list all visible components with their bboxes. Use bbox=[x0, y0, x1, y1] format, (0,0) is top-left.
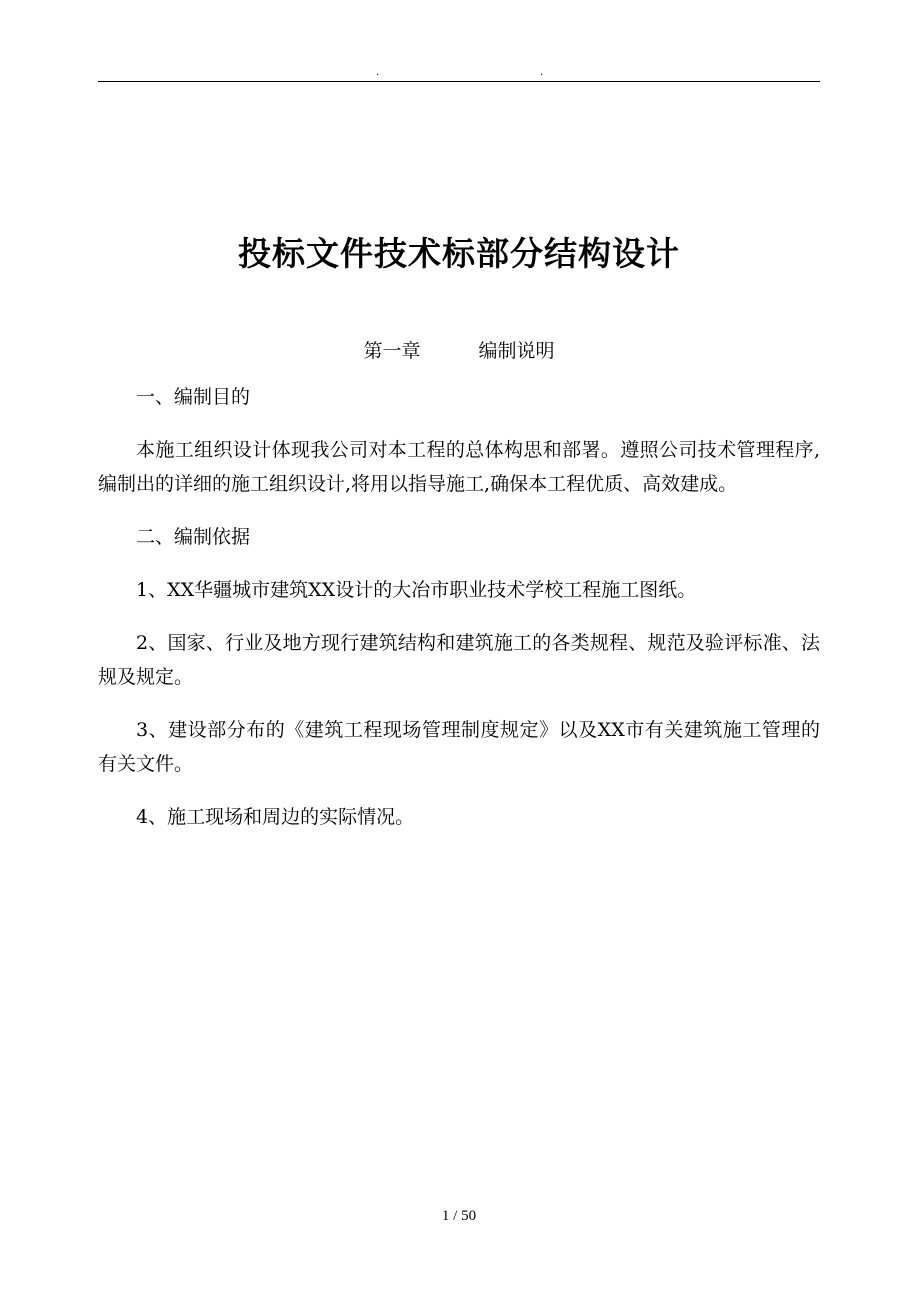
page-header bbox=[98, 66, 820, 80]
basis-item: 1、XX华疆城市建筑XX设计的大冶市职业技术学校工程施工图纸。 bbox=[136, 579, 697, 601]
basis-item: 4、施工现场和周边的实际情况。 bbox=[136, 806, 415, 828]
document-body bbox=[98, 380, 820, 853]
chapter-name: 编制说明 bbox=[478, 340, 555, 362]
paragraph-purpose: 本施工组织设计体现我公司对本工程的总体构思和部署。遵照公司技术管理程序,编制出的详细的施工组织设计,将用以指导施工,确保本工程优质、高效建成。 bbox=[98, 439, 820, 495]
header-dot-left: . bbox=[376, 67, 380, 78]
header-dot-right: . bbox=[540, 67, 544, 78]
document-title: 投标文件技术标部分结构设计 bbox=[238, 234, 680, 273]
basis-item: 3、建设部分布的《建筑工程现场管理制度规定》以及XX市有关建筑施工管理的有关文件。 bbox=[98, 719, 820, 775]
page-number: 1 / 50 bbox=[441, 1208, 477, 1224]
chapter-number: 第一章 bbox=[363, 340, 421, 362]
chapter-heading bbox=[98, 336, 820, 366]
basis-item: 2、国家、行业及地方现行建筑结构和建筑施工的各类规程、规范及验评标准、法规及规定。 bbox=[98, 632, 820, 688]
section-heading-basis: 二、编制依据 bbox=[136, 526, 251, 548]
header-rule bbox=[98, 81, 820, 82]
section-heading-purpose: 一、编制目的 bbox=[136, 386, 251, 408]
